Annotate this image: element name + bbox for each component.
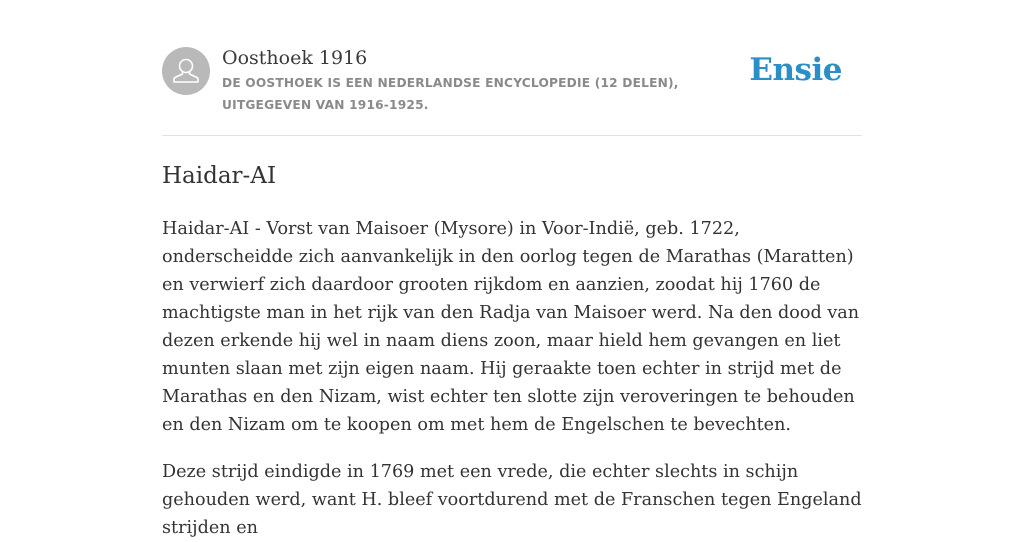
source-info [222, 45, 762, 116]
source-description: DE OOSTHOEK IS EEN NEDERLANDSE ENCYCLOPEDIE (12 DELEN), UITGEGEVEN VAN 1916-1925. [222, 76, 679, 112]
ensie-logo[interactable]: Ensie [749, 52, 842, 88]
avatar[interactable] [162, 47, 210, 95]
source-header [162, 0, 862, 136]
article-title: Haidar-AI [162, 163, 277, 189]
user-silhouette-icon [162, 47, 210, 95]
article-body [162, 215, 862, 542]
article-paragraph: Deze strijd eindigde in 1769 met een vrede, die echter slechts in schijn gehouden werd, want H. bleef voortdurend met de Franschen tegen Engeland strijden en [162, 462, 862, 538]
page [162, 0, 862, 538]
article-paragraph: Haidar-AI - Vorst van Maisoer (Mysore) in Voor-Indië, geb. 1722, onderscheidde zich aanvankelijk in den oorlog tegen de Marathas (Maratten) en verwierf zich daardoor grooten rijkdom en aanzien, zoodat hij 1760 de machtigste man in het rijk van den Radja van Maisoer werd. Na den dood van dezen erkende hij wel in naam diens zoon, maar hield hem gevangen en liet munten slaan met zijn eigen naam. Hij geraakte toen echter in strijd met de Marathas en den Nizam, wist echter ten slotte zijn veroveringen te behouden en den Nizam om te koopen om met hem de Engelschen te bevechten. [162, 219, 860, 435]
source-title[interactable]: Oosthoek 1916 [222, 47, 368, 69]
